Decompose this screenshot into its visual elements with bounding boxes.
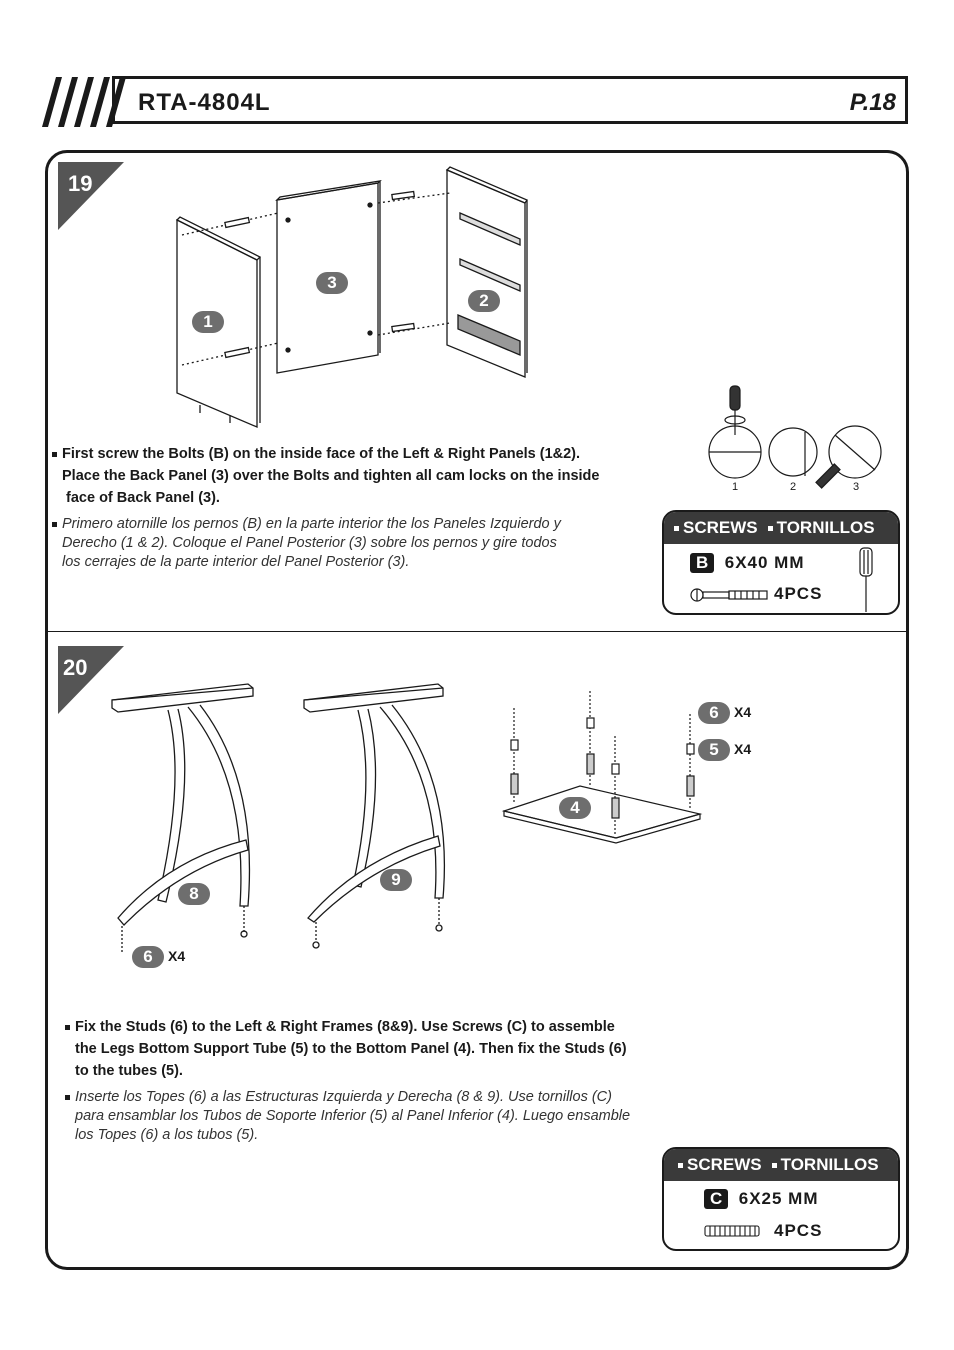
step-20-instructions-en xyxy=(65,1016,705,1082)
part-label-5: 5 xyxy=(698,739,730,761)
screw-size: 6X40 MM xyxy=(724,553,805,572)
screw-icon xyxy=(704,1225,762,1237)
step-19-number: 19 xyxy=(68,171,93,196)
screws-heading: SCREWS xyxy=(674,518,758,538)
step-19-instructions-en xyxy=(52,443,662,509)
step-19-en-line: Place the Back Panel (3) over the Bolts and tighten all cam locks on the inside xyxy=(62,468,600,484)
screws-box-header xyxy=(664,512,898,544)
step-20-es-line: para ensamblar los Tubos de Soporte Inferior (5) al Panel Inferior (4). Luego ensamble xyxy=(75,1108,631,1124)
part-label-4: 4 xyxy=(559,797,591,819)
model-number: RTA-4804L xyxy=(138,89,271,116)
qty-x4-tubes: X4 xyxy=(734,741,752,757)
detail-label-2: 2 xyxy=(790,481,797,493)
screws-box-c xyxy=(662,1147,900,1251)
step-20-en-text: Fix the Studs (6) to the Left & Right Frames (8&9). Use Screws (C) to assemble xyxy=(75,1019,615,1035)
cam-lock-detail xyxy=(705,380,890,490)
screw-size: 6X25 MM xyxy=(738,1189,819,1208)
qty-x4-bottom: X4 xyxy=(168,948,186,964)
header-stripes xyxy=(42,75,122,127)
screwdriver-icon xyxy=(856,546,876,614)
bullet xyxy=(52,452,57,457)
step-20-es-text: Inserte los Topes (6) a las Estructuras Izquierda y Derecha (8 & 9). Use tornillos (C) xyxy=(75,1089,612,1105)
screw-quantity: 4PCS xyxy=(774,584,823,603)
step-20-en-line xyxy=(65,1016,705,1038)
step-20-instructions-es xyxy=(65,1088,745,1145)
step-20-es-line: los Topes (6) a los tubos (5). xyxy=(75,1127,259,1143)
part-label-1: 1 xyxy=(192,311,224,333)
screw-code-badge: B xyxy=(690,553,714,573)
step-20-number: 20 xyxy=(63,655,88,680)
detail-label-1: 1 xyxy=(732,481,739,493)
qty-x4-studs: X4 xyxy=(734,704,752,720)
part-label-6-bottom: 6 xyxy=(132,946,164,968)
screws-box-b xyxy=(662,510,900,615)
step-19-instructions-es xyxy=(52,515,662,572)
part-label-9: 9 xyxy=(380,869,412,891)
step-19-es-text: Primero atornille los pernos (B) en la parte interior the los Paneles Izquierdo y xyxy=(62,516,561,532)
screw-spec-row xyxy=(690,553,804,573)
tornillos-heading: TORNILLOS xyxy=(772,1155,879,1175)
screws-heading: SCREWS xyxy=(678,1155,762,1175)
detail-label-3: 3 xyxy=(853,481,860,493)
bullet xyxy=(65,1095,70,1100)
step-20-es-line xyxy=(65,1088,745,1107)
tornillos-heading: TORNILLOS xyxy=(768,518,875,538)
step-19-es-line xyxy=(52,515,662,534)
part-label-3: 3 xyxy=(316,272,348,294)
step-divider xyxy=(45,631,909,632)
part-label-6-top: 6 xyxy=(698,702,730,724)
leg-frames-illustration xyxy=(108,680,453,950)
step-19-en-line: face of Back Panel (3). xyxy=(62,490,220,506)
screw-code-badge: C xyxy=(704,1189,728,1209)
part-label-2: 2 xyxy=(468,290,500,312)
screws-box-header xyxy=(664,1149,898,1181)
step-19-es-line: los cerrajes de la parte interior del Panel Posterior (3). xyxy=(62,554,410,570)
step-19-en-line xyxy=(52,443,662,465)
screw-spec-row xyxy=(704,1189,818,1209)
bottom-panel-illustration xyxy=(500,686,705,844)
step-20-en-line: to the tubes (5). xyxy=(75,1063,183,1079)
bullet xyxy=(65,1025,70,1030)
bolt-icon xyxy=(690,588,770,602)
step-20-en-line: the Legs Bottom Support Tube (5) to the Bottom Panel (4). Then fix the Studs (6) xyxy=(75,1041,627,1057)
bullet xyxy=(52,522,57,527)
part-label-8: 8 xyxy=(178,883,210,905)
screw-quantity: 4PCS xyxy=(774,1221,823,1240)
page-number: P.18 xyxy=(849,89,896,116)
step-19-es-line: Derecho (1 & 2). Coloque el Panel Posterior (3) sobre los pernos y gire todos xyxy=(62,535,557,551)
step-19-en-text: First screw the Bolts (B) on the inside face of the Left & Right Panels (1&2). xyxy=(62,446,581,462)
page-header xyxy=(42,75,910,127)
